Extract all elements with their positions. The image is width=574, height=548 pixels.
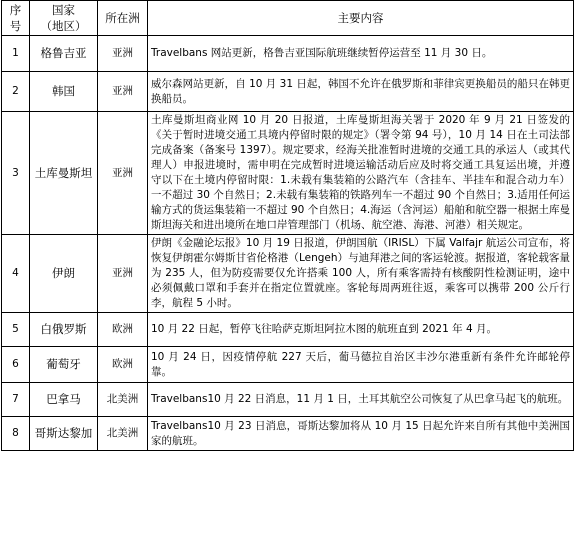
- row-num: 3: [2, 112, 30, 235]
- row-continent: 亚洲: [98, 112, 148, 235]
- table-row: [2, 36, 574, 72]
- row-continent: 亚洲: [98, 36, 148, 72]
- notice-table: [1, 0, 574, 451]
- table-row: [2, 347, 574, 383]
- row-country: 伊朗: [30, 235, 98, 313]
- row-num: 4: [2, 235, 30, 313]
- row-continent: 欧洲: [98, 347, 148, 383]
- row-content: Travelbans10 月 23 日消息，哥斯达黎加将从 10 月 15 日起允许来自所有其他中美洲国家的航班。: [148, 417, 574, 451]
- row-continent: 北美洲: [98, 417, 148, 451]
- header-row: [2, 1, 574, 36]
- row-num: 5: [2, 313, 30, 347]
- row-continent: 欧洲: [98, 313, 148, 347]
- row-continent: 亚洲: [98, 72, 148, 112]
- header-continent: 所在洲: [98, 1, 148, 36]
- row-content: Travelbans 网站更新，格鲁吉亚国际航班继续暂停运营至 11 月 30 日。: [148, 36, 574, 72]
- row-country: 白俄罗斯: [30, 313, 98, 347]
- table-row: [2, 72, 574, 112]
- row-country: 哥斯达黎加: [30, 417, 98, 451]
- table-row: [2, 313, 574, 347]
- row-country: 葡萄牙: [30, 347, 98, 383]
- row-num: 7: [2, 383, 30, 417]
- row-country: 韩国: [30, 72, 98, 112]
- row-country: 土库曼斯坦: [30, 112, 98, 235]
- row-num: 8: [2, 417, 30, 451]
- row-num: 1: [2, 36, 30, 72]
- row-content: Travelbans10 月 22 日消息，11 月 1 日，土耳其航空公司恢复了从巴拿马起飞的航班。: [148, 383, 574, 417]
- table-row: [2, 417, 574, 451]
- header-content: 主要内容: [148, 1, 574, 36]
- header-country: 国家 （地区）: [30, 1, 98, 36]
- row-content: 土库曼斯坦商业网 10 月 20 日报道，土库曼斯坦海关署于 2020 年 9 月 21 日签发的《关于暂时进境交通工具境内停留时限的规定》（署令第 94 号），10 月 14 日在土司法部完成备案（备案号 1397）。规定要求，经海关批准暂时进境的交通工具的承运人（或其代理人）申报进境时，需申明在完成暂时进境运输活动后应及时将交通工具复运出境，并遵守以下在土境内停留时限：1.未载有集装箱的公路汽车（含挂车、半挂车和混合动力车）一不超过 30 个自然日；2.未载有集装箱的铁路列车一不超过 90 个自然日；3.适用任何运输方式的货运集装箱一不超过 90 个自然日；4.海运（含河运）船舶和航空器一根据土库曼斯坦海关和进出境所在地口岸管理部门（机场、航空港、海港、河港）相关规定。: [148, 112, 574, 235]
- row-content: 伊朗《金融论坛报》10 月 19 日报道，伊朗国航（IRISL）下属 Valfajr 航运公司宣布，将恢复伊朗霍尔姆斯甘省伦格港（Lengeh）与迪拜港之间的客运轮渡。据报道，客轮载客量为 235 人，但为防疫需要仅允许搭乘 100 人，所有乘客需持有核酸阴性检测证明，途中必须佩戴口罩和手套并在指定位置就座。客轮每周两班往返，乘客可以携带 200 公斤行李，航程 5 小时。: [148, 235, 574, 313]
- table-row: [2, 235, 574, 313]
- row-content: 10 月 24 日，因疫情停航 227 天后，葡马德拉自治区丰沙尔港重新有条件允许邮轮停靠。: [148, 347, 574, 383]
- row-continent: 北美洲: [98, 383, 148, 417]
- row-content: 10 月 22 日起，暂停飞往哈萨克斯坦阿拉木图的航班直到 2021 年 4 月。: [148, 313, 574, 347]
- table-row: [2, 383, 574, 417]
- row-continent: 亚洲: [98, 235, 148, 313]
- header-num: 序号: [2, 1, 30, 36]
- row-num: 2: [2, 72, 30, 112]
- row-country: 巴拿马: [30, 383, 98, 417]
- row-num: 6: [2, 347, 30, 383]
- table-row: [2, 112, 574, 235]
- row-content: 威尔森网站更新，自 10 月 31 日起，韩国不允许在俄罗斯和菲律宾更换船员的船只在韩更换船员。: [148, 72, 574, 112]
- row-country: 格鲁吉亚: [30, 36, 98, 72]
